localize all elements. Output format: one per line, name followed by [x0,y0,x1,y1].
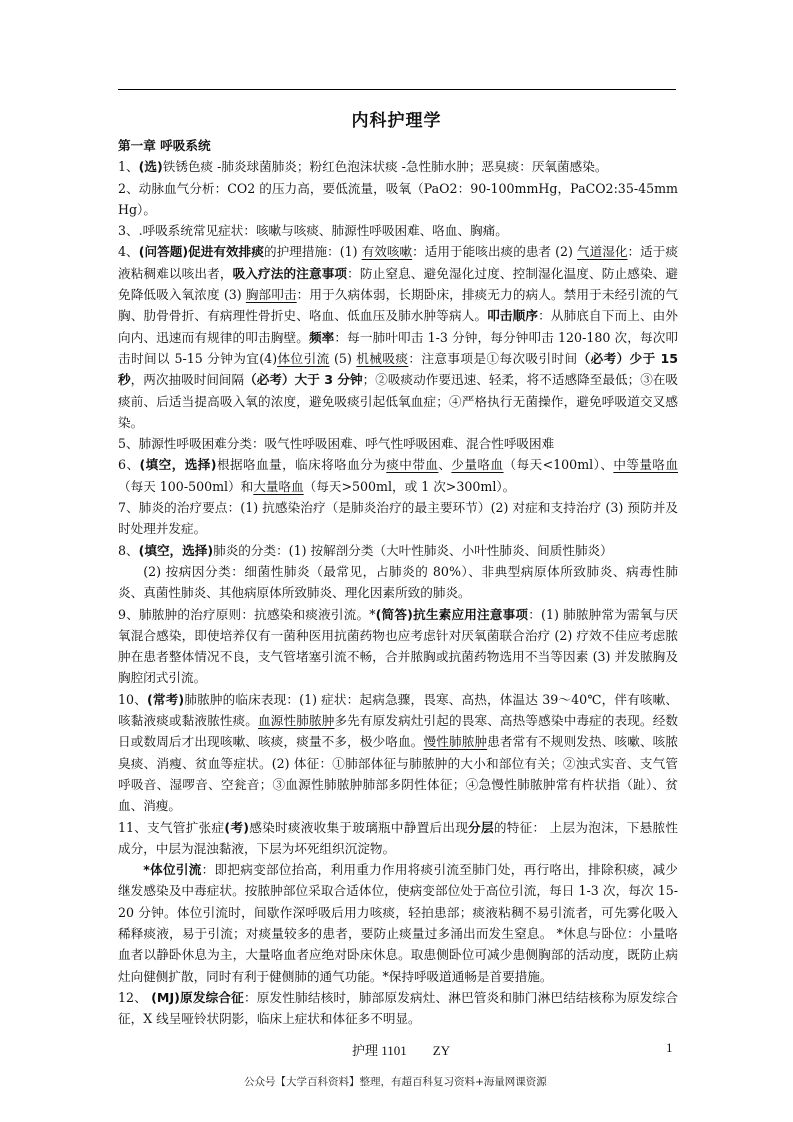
bold-text: （必考）少于 15 秒 [118,350,678,388]
text-run: ；②吸痰动作要迅速、轻柔，将不适感降至最低；③在吸痰前、后适当提高吸入氧的浓度，避免吸痰引起低氧血症；④严格执行无菌操作，避免呼吸道交叉感染。 [118,372,679,430]
text-run: 10、 [118,691,147,707]
bold-text: (填空，选择) [138,542,214,558]
text-run: ：适用于能咳出痰的患者 (2) [412,244,578,260]
underlined-text: 胸部叩击 [245,287,297,303]
bold-text: (常考) [146,691,185,707]
underlined-text: 大量咯血 [253,478,304,494]
text-run: ：用于久病体弱，长期卧床，排痰无力的病人。禁用于未经引流的气胸、肋骨骨折、有病理性骨折史、咯血、低血压及肺水肿等病人。 [118,287,678,324]
text-run: 5、肺源性呼吸困难分类：吸气性呼吸困难、呼气性呼吸困难、混合性呼吸困难 [118,436,555,452]
text-run: 多先有原发病灶引起的畏寒、高热等感染中毒症的表现。经数日或数周后才出现咳嗽、咳痰，痰量不多，极少咯血。 [118,713,679,750]
text-run: 、 [438,457,452,473]
bold-text: 频率 [308,329,335,345]
text-run: 4、 [118,244,139,260]
underlined-text: 机械吸痰 [356,350,409,366]
text-run: 11、支气管扩张症 [118,819,225,835]
paragraph [118,561,678,604]
text-run: (2) 按病因分类：细菌性肺炎（最常见，占肺炎的 80%）、非典型病原体所致肺炎、病毒性肺炎、真菌性肺炎、其他病原体所致肺炎、理化因素所致的肺炎。 [118,563,678,601]
underlined-text: 体位引流 [277,350,330,366]
text-run: （每天 100-500ml）和 [118,478,254,494]
underlined-text: 少量咯血 [451,457,504,473]
text-run: ：防止窒息、避免湿化过度、控制湿化温度、防止感染、避免降低吸入氧浓度 (3) [118,265,679,303]
text-run: 根据咯血量，临床将咯血分为 [216,457,387,473]
text-run: 的特征： 上层为泡沫，下悬脓性成分，中层为混浊黏液，下层为坏死组织沉淀物。 [118,819,679,856]
paragraph [118,859,678,987]
text-run: 1、 [118,159,139,175]
text-run: 7、肺炎的治疗要点：(1) 抗感染治疗（是肺炎治疗的最主要环节）(2) 对症和支持治疗 (3) 预防并及时处理并发症。 [118,500,678,537]
text-run: ：适于痰液粘稠难以咳出者， [118,244,679,281]
bold-text: (MJ)原发综合征 [151,989,244,1005]
footer-class-label: 护理 1101 ZY [352,1043,451,1058]
paragraph [118,241,678,433]
text-run: （每天>500ml，或 1 次>300ml）。 [303,478,516,494]
underlined-text: 中等量咯血 [613,457,679,473]
bold-text: *体位引流 [143,862,202,878]
underlined-text: 痰中带血 [386,457,439,473]
underlined-text: 气道湿化 [577,244,628,260]
paragraph [118,178,678,221]
text-run: ：注意事项是①每次吸引时间 [408,350,578,366]
paragraph [118,433,678,454]
text-run: 肺炎的分类：(1) 按解剖分类（大叶性肺炎、小叶性肺炎、间质性肺炎） [213,542,613,558]
text-run: 3、.呼吸系统常见症状：咳嗽与咳痰、肺源性呼吸困难、咯血、胸痛。 [118,223,508,239]
underlined-text: 有效咳嗽 [361,244,413,260]
text-run: 患者常有不规则发热、咳嗽、咳脓臭痰、消瘦、贫血等症状。(2) 体征：①肺部体征与肺脓肿的大小和部位有关；②浊式实音、支气管呼吸音、湿啰音、空瓮音；③血源性肺脓肿肺部多阴性体征；④急慢性肺脓肿常有杵状指（趾）、贫血、消瘦。 [118,734,679,814]
bold-text: (填空，选择) [139,457,217,473]
bold-text: (选) [138,159,163,175]
paragraph-list [118,156,678,1029]
header-rule [118,89,676,90]
bold-text: (考) [224,819,250,835]
text-run: ：每一肺叶叩击 1-3 分钟，每分钟叩击 120-180 次，每次叩击时间以 5-15 分钟为宜(4) [118,329,679,366]
text-run: 肺脓肿的临床表现：(1) 症状：起病急骤，畏寒、高热，体温达 39～40℃，伴有咳嗽、咳黏液痰或黏液脓性痰。 [118,691,679,729]
text-run: ：原发性肺结核时，肺部原发病灶、淋巴管炎和肺门淋巴结结核称为原发综合征，X 线呈哑铃状阴影，临床上症状和体征多不明显。 [118,989,679,1027]
chapter-heading: 第一章 呼吸系统 [118,138,211,153]
page-number: 1 [666,1040,673,1055]
text-run: ：从肺底自下而上、由外向内、迅速而有规律的叩击胸壁。 [118,308,679,345]
text-run: 的护理措施：(1) [263,244,362,260]
text-run: (5) [329,350,357,366]
bold-text: 分层 [468,819,494,835]
paragraph [118,454,678,497]
document-body [118,135,678,1029]
paragraph [118,220,678,241]
text-run: 8、 [118,542,139,558]
bold-text: 叩击顺序 [487,308,539,324]
text-run: （每天<100ml）、 [503,457,614,473]
paragraph [118,817,678,860]
text-run: 2、动脉血气分析：CO2 的压力高，要低流量，吸氧（PaO2：90-100mmHg，PaCO2:35-45mmHg）。 [118,180,678,217]
paragraph [118,156,678,177]
text-run: 6、 [118,457,140,473]
text-run: ：即把病变部位抬高，利用重力作用将痰引流至肺门处，再行咯出，排除积痰，减少继发感染及中毒症状。按脓肿部位采取合适体位，使病变部位处于高位引流，每日 1-3 次，每次 15-20 分钟。体位引流时，间歇作深呼吸后用力咳痰，轻拍患部；痰液粘稠不易引流者，可先雾化吸入稀释痰液，易于引流；对痰量较多的患者，要防止痰量过多涌出而发生窒息。 *休息与卧位：小量咯血者以静卧休息为主，大量咯血者应绝对卧床休息。取患侧卧位可减少患侧胸部的活动度，既防止病灶向健侧扩散，同时有利于健侧肺的通气功能。*保持呼吸道通畅是首要措施。 [118,862,679,984]
paragraph [118,540,678,561]
bold-text: （必考）大于 3 分钟 [244,372,363,388]
paragraph [118,497,678,540]
paragraph [118,689,678,817]
text-run: 9、肺脓肿的治疗原则：抗感染和痰液引流。* [118,606,376,622]
paragraph [118,604,678,689]
text-run: ：(1) 肺脓肿常为需氧与厌氧混合感染，即使培养仅有一菌种医用抗菌药物也应考虑针对厌氧菌联合治疗 (2) 疗效不佳应考虑脓肿在患者整体情况不良，支气管堵塞引流不畅，合并脓胸或抗菌药物选用不当等因素 (3) 并发脓胸及胸腔闭式引流。 [118,606,679,686]
underlined-text: 慢性肺脓肿 [423,734,488,750]
paragraph [118,987,678,1030]
text-run: 12、 [118,989,152,1005]
bold-text: 吸入疗法的注意事项 [232,265,348,281]
bold-text: (问答题)促进有效排痰 [138,244,264,260]
text-run: ，两次抽吸时间间隔 [130,372,245,388]
underlined-text: 血源性肺脓肿 [258,713,335,729]
footer-source-note: 公众号【大学百科资料】整理，有超百科复习资料+海量网课资源 [244,1076,547,1088]
bold-text: (简答)抗生素应用注意事项 [375,606,529,622]
page-title: 内科护理学 [351,111,442,131]
text-run: 铁锈色痰 -肺炎球菌肺炎；粉红色泡沫状痰 -急性肺水肿；恶臭痰：厌氧菌感染。 [162,159,608,175]
text-run: 感染时痰液收集于玻璃瓶中静置后出现 [249,819,469,835]
